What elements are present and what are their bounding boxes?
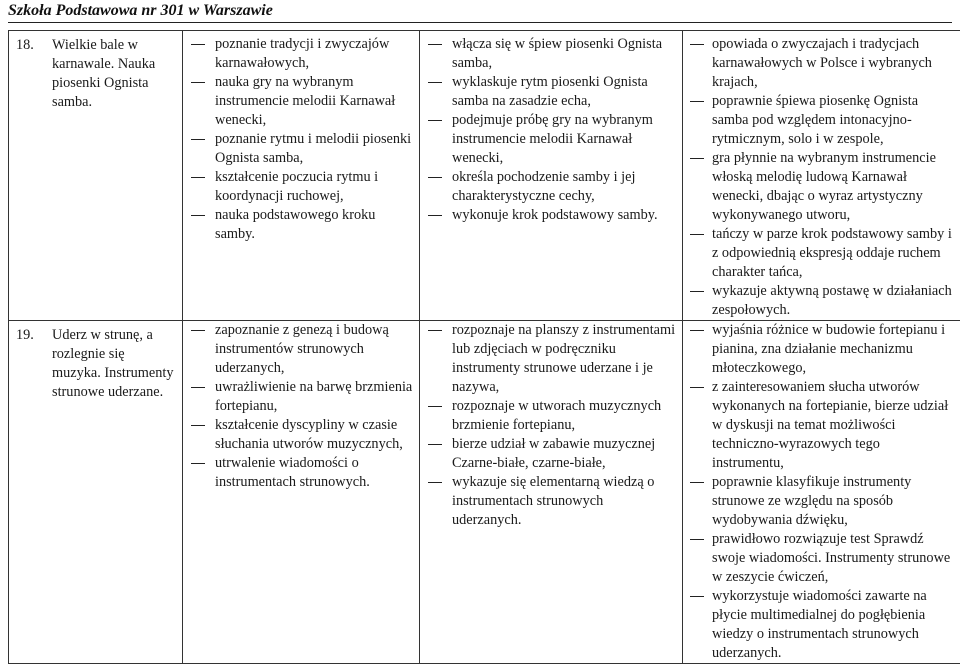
list-item: nauka gry na wybranym instrumencie melodii Karnawał wenecki, bbox=[183, 73, 413, 130]
lesson-topic: Uderz w strunę, a rozlegnie się muzyka. Instrumenty strunowe uderzane. bbox=[52, 326, 176, 402]
list-item: wykorzystuje wiadomości zawarte na płycie multimedialnej do pogłębienia wiedzy o instrumentach strunowych uderzanych. bbox=[683, 587, 954, 663]
list-item: utrwalenie wiadomości o instrumentach strunowych. bbox=[183, 454, 413, 492]
list-item: rozpoznaje na planszy z instrumentami lub zdjęciach w podręczniku instrumenty strunowe uderzane i je nazywa, bbox=[420, 321, 676, 397]
basic-requirements-list bbox=[420, 321, 682, 530]
list-item: podejmuje próbę gry na wybranym instrumencie melodii Karnawał wenecki, bbox=[420, 111, 676, 168]
list-item: poznanie rytmu i melodii piosenki Ognista samba, bbox=[183, 130, 413, 168]
extended-requirements-list bbox=[683, 31, 960, 320]
list-item: tańczy w parze krok podstawowy samby i z odpowiednią ekspresją oddaje ruchem charakter tańca, bbox=[683, 225, 954, 282]
lesson-number: 19. bbox=[16, 326, 52, 402]
list-item: kształcenie poczucia rytmu i koordynacji ruchowej, bbox=[183, 168, 413, 206]
topic-cell bbox=[9, 321, 183, 664]
list-item: wykazuje aktywną postawę w działaniach zespołowych. bbox=[683, 282, 954, 320]
list-item: wyjaśnia różnice w budowie fortepianu i pianina, zna działanie mechanizmu młoteczkowego, bbox=[683, 321, 954, 378]
goals-list bbox=[183, 31, 419, 244]
list-item: opowiada o zwyczajach i tradycjach karnawałowych w Polsce i wybranych krajach, bbox=[683, 35, 954, 92]
list-item: wykazuje się elementarną wiedzą o instrumentach strunowych uderzanych. bbox=[420, 473, 676, 530]
basic-requirements-cell bbox=[420, 31, 683, 321]
goals-cell bbox=[183, 321, 420, 664]
school-header: Szkoła Podstawowa nr 301 w Warszawie bbox=[8, 0, 273, 22]
table-row bbox=[9, 31, 960, 321]
list-item: wyklaskuje rytm piosenki Ognista samba na zasadzie echa, bbox=[420, 73, 676, 111]
list-item: włącza się w śpiew piosenki Ognista samba, bbox=[420, 35, 676, 73]
extended-requirements-list bbox=[683, 321, 960, 663]
list-item: bierze udział w zabawie muzycznej Czarne-białe, czarne-białe, bbox=[420, 435, 676, 473]
list-item: określa pochodzenie samby i jej charakterystyczne cechy, bbox=[420, 168, 676, 206]
lesson-topic: Wielkie bale w karnawale. Nauka piosenki Ognista samba. bbox=[52, 36, 176, 112]
header-divider bbox=[8, 22, 952, 23]
lesson-number: 18. bbox=[16, 36, 52, 112]
list-item: poprawnie klasyfikuje instrumenty strunowe ze względu na sposób wydobywania dźwięku, bbox=[683, 473, 954, 530]
table-row bbox=[9, 321, 960, 664]
basic-requirements-cell bbox=[420, 321, 683, 664]
goals-cell bbox=[183, 31, 420, 321]
extended-requirements-cell bbox=[683, 31, 960, 321]
extended-requirements-cell bbox=[683, 321, 960, 664]
list-item: nauka podstawowego kroku samby. bbox=[183, 206, 413, 244]
basic-requirements-list bbox=[420, 31, 682, 225]
list-item: poprawnie śpiewa piosenkę Ognista samba pod względem intonacyjno-rytmicznym, solo i w zespole, bbox=[683, 92, 954, 149]
list-item: wykonuje krok podstawowy samby. bbox=[420, 206, 676, 225]
list-item: z zainteresowaniem słucha utworów wykonanych na fortepianie, bierze udział w dyskusji na temat możliwości techniczno-wyrazowych tego instrumentu, bbox=[683, 378, 954, 473]
list-item: poznanie tradycji i zwyczajów karnawałowych, bbox=[183, 35, 413, 73]
list-item: kształcenie dyscypliny w czasie słuchania utworów muzycznych, bbox=[183, 416, 413, 454]
topic-cell bbox=[9, 31, 183, 321]
list-item: zapoznanie z genezą i budową instrumentów strunowych uderzanych, bbox=[183, 321, 413, 378]
list-item: prawidłowo rozwiązuje test Sprawdź swoje wiadomości. Instrumenty strunowe w zeszycie ćwiczeń, bbox=[683, 530, 954, 587]
list-item: uwrażliwienie na barwę brzmienia fortepianu, bbox=[183, 378, 413, 416]
goals-list bbox=[183, 321, 419, 492]
list-item: gra płynnie na wybranym instrumencie włoską melodię ludową Karnawał wenecki, dbając o wyraz artystyczny wykonywanego utworu, bbox=[683, 149, 954, 225]
lesson-plan-table bbox=[8, 30, 960, 664]
list-item: rozpoznaje w utworach muzycznych brzmienie fortepianu, bbox=[420, 397, 676, 435]
